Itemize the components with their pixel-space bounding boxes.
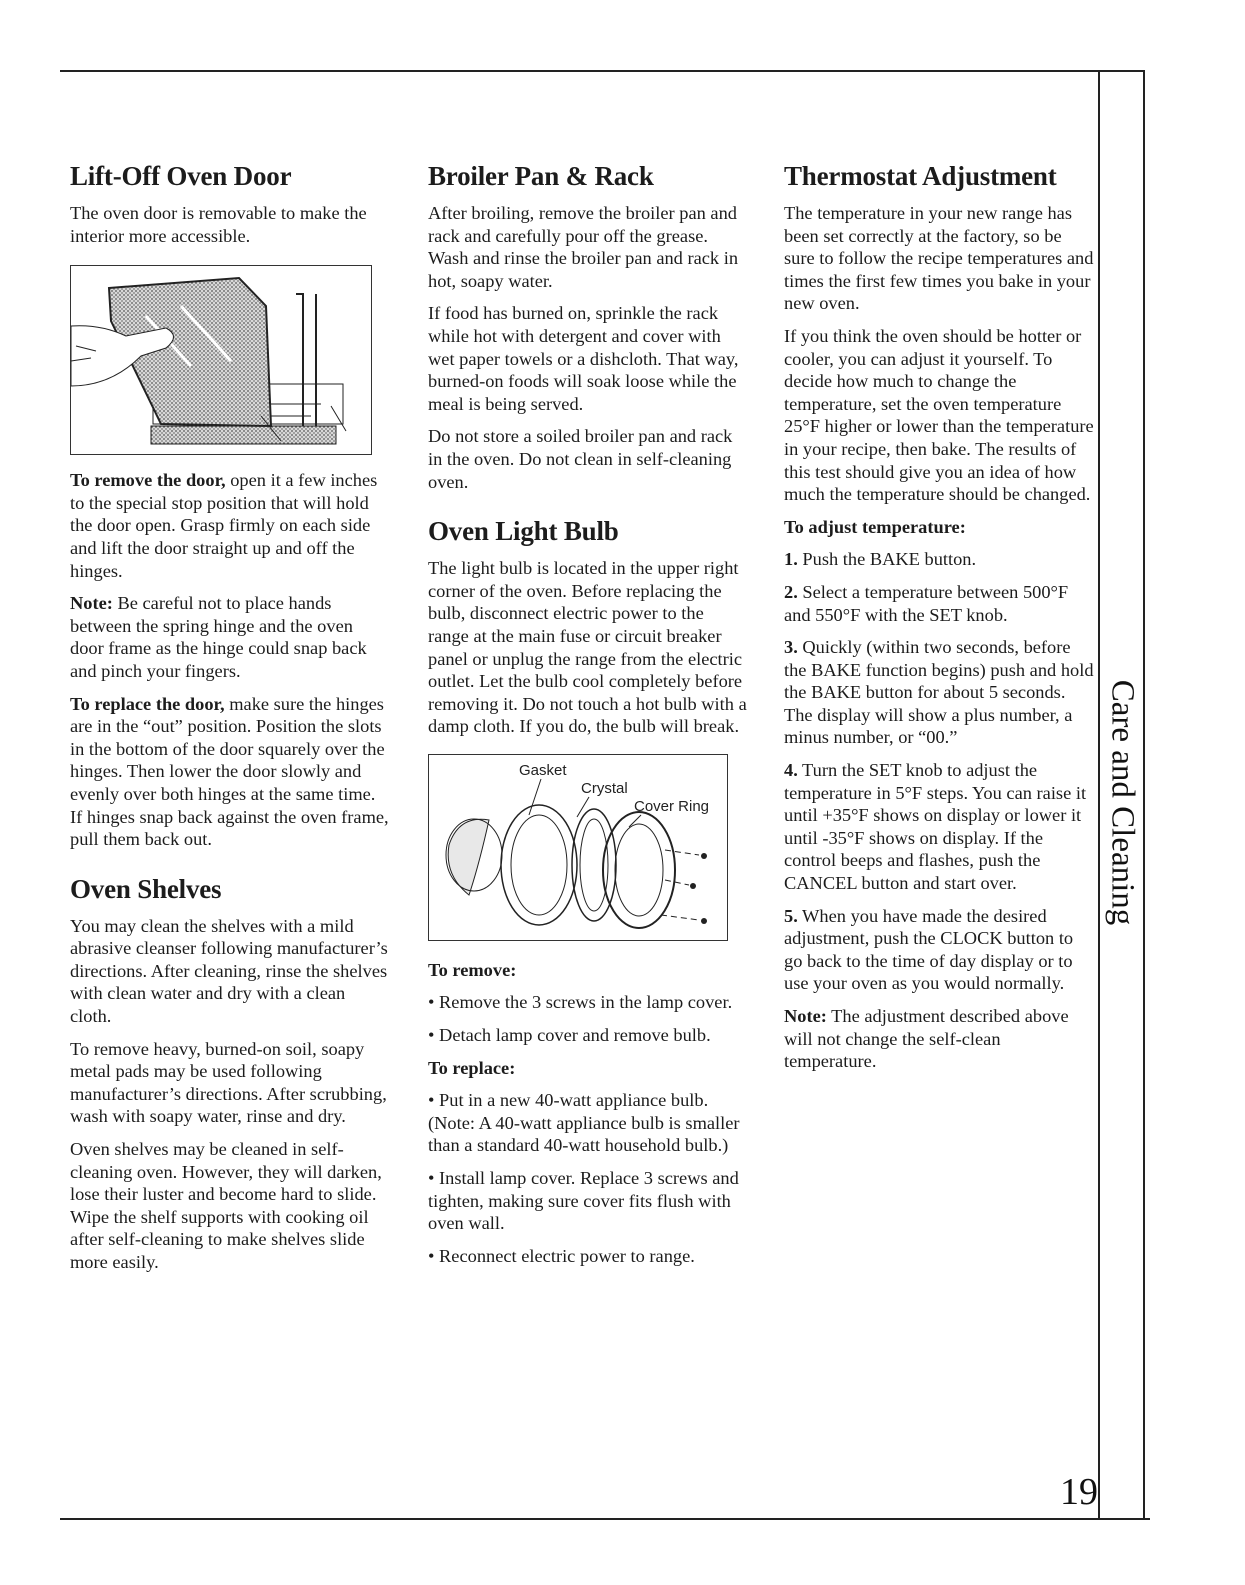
step-text: Quickly (within two seconds, before the BAKE function begins) push and hold the BAKE button for about 5 seconds. The display will show a plus number, a minus number, or “00.”	[784, 637, 1094, 748]
lamp-assembly-illustration	[428, 754, 728, 941]
adjust-temperature-heading: To adjust temperature:	[784, 516, 966, 537]
step-text: When you have made the desired adjustment, push the CLOCK button to go back to the time of day display or to use your oven as you would normally.	[784, 905, 1074, 994]
oven-shelves-heading: Oven Shelves	[70, 873, 222, 904]
thermostat-note-lead: Note:	[784, 1006, 827, 1026]
light-bulb-paragraph: The light bulb is located in the upper right corner of the oven. Before replacing the bulb, disconnect electric power to the range at the main fuse or circuit breaker panel or unplug the range from the electric outlet. Let the bulb cool completely before removing it. Do not touch a hot bulb with a damp cloth. If you do, the bulb will break.	[428, 558, 747, 737]
top-rule	[60, 70, 1145, 72]
thermostat-heading: Thermostat Adjustment	[784, 161, 1057, 191]
thermostat-note	[784, 1005, 1094, 1073]
light-bulb-heading: Oven Light Bulb	[428, 516, 619, 547]
thermostat-paragraph-2: If you think the oven should be hotter or cooler, you can adjust it yourself. To decide how much to change the temperature, set the oven temperature 25°F higher or lower than the temperature in your recipe, then bake. The results of this test should give you an idea of how much the temperature should be changed.	[784, 325, 1094, 505]
door-note-lead: Note:	[70, 593, 113, 614]
adjust-step-2	[784, 581, 1094, 626]
replace-step-1: • Put in a new 40-watt appliance bulb. (Note: A 40-watt appliance bulb is smaller than a standard 40-watt household bulb.)	[428, 1090, 740, 1156]
column-left	[70, 160, 390, 1284]
broiler-paragraph-2: If food has burned on, sprinkle the rack while hot with detergent and cover with wet paper towels or a dishcloth. That way, burned-on foods will soak loose while the meal is being served.	[428, 303, 739, 414]
broiler-heading: Broiler Pan & Rack	[428, 161, 654, 191]
lamp-assembly-drawing	[429, 755, 727, 940]
step-text: Select a temperature between 500°F and 550°F with the SET knob.	[784, 581, 1069, 625]
remove-door-lead: To remove the door,	[70, 470, 226, 491]
step-number: 3.	[784, 637, 798, 658]
shelves-paragraph-1: You may clean the shelves with a mild abrasive cleanser following manufacturer’s directions. After cleaning, rinse the shelves with clean water and dry with a clean cloth.	[70, 915, 388, 1027]
shelves-paragraph-2: To remove heavy, burned-on soil, soapy metal pads may be used following manufacturer’s directions. After scrubbing, wash with soapy water, rinse and dry.	[70, 1038, 387, 1127]
cover-ring-label: Cover Ring	[634, 797, 710, 815]
replace-door-text: make sure the hinges are in the “out” position. Position the slots in the bottom of the door squarely over the hinges. Then lower the door slowly and evenly over both hinges at the same time. If hinges snap back against the oven frame, pull them back out.	[70, 693, 389, 850]
replace-step-2: • Install lamp cover. Replace 3 screws and tighten, making sure cover fits flush with oven wall.	[428, 1168, 739, 1234]
remove-step-1: • Remove the 3 screws in the lamp cover.	[428, 992, 733, 1013]
column-right	[784, 160, 1094, 1083]
lift-off-intro: The oven door is removable to make the interior more accessible.	[70, 203, 367, 246]
to-replace-heading: To replace:	[428, 1057, 516, 1078]
step-number: 5.	[784, 905, 798, 926]
broiler-paragraph-3: Do not store a soiled broiler pan and rack in the oven. Do not clean in self-cleaning oven.	[428, 426, 733, 492]
step-text: Push the BAKE button.	[797, 549, 977, 570]
remove-door-instructions	[70, 469, 390, 582]
step-text: Turn the SET knob to adjust the temperature in 5°F steps. You can raise it until +35°F shows on display or lower it until -35°F shows on display. If the control beeps and flashes, push the CANCEL button and start over.	[784, 760, 1087, 894]
remove-step-2: • Detach lamp cover and remove bulb.	[428, 1025, 711, 1046]
remove-door-text: open it a few inches to the special stop position that will hold the door open. Grasp firmly on each side and lift the door straight up and off the hinges.	[70, 470, 378, 581]
replace-step-3: • Reconnect electric power to range.	[428, 1245, 695, 1266]
adjust-step-5	[784, 905, 1094, 995]
bottom-rule	[60, 1518, 1150, 1520]
column-middle	[428, 160, 748, 1277]
step-number: 4.	[784, 760, 798, 781]
side-tab-border-right	[1143, 70, 1145, 1520]
door-note-text: Be careful not to place hands between the spring hinge and the oven door frame as the hinge could snap back and pinch your fingers.	[70, 593, 367, 681]
door-note	[70, 592, 390, 682]
step-number: 2.	[784, 581, 798, 602]
adjust-step-3	[784, 636, 1094, 749]
gasket-label: Gasket	[519, 761, 567, 779]
replace-door-lead: To replace the door,	[70, 693, 225, 714]
shelves-paragraph-3: Oven shelves may be cleaned in self-cleaning oven. However, they will darken, lose their luster and become hard to slide. Wipe the shelf supports with cooking oil after self-cleaning to make shelves slide more easily.	[70, 1139, 382, 1272]
replace-door-instructions	[70, 693, 390, 851]
adjust-step-4	[784, 759, 1094, 895]
lift-off-door-heading: Lift-Off Oven Door	[70, 161, 292, 191]
page-number: 19	[1060, 1471, 1098, 1513]
crystal-label: Crystal	[581, 779, 628, 797]
adjust-step-1	[784, 548, 1094, 571]
to-remove-heading: To remove:	[428, 959, 517, 980]
oven-door-illustration	[70, 265, 372, 455]
oven-door-drawing	[71, 266, 371, 454]
section-tab-label: Care and Cleaning	[1104, 679, 1140, 925]
thermostat-paragraph-1: The temperature in your new range has been set correctly at the factory, so be sure to follow the recipe temperatures and times the first few times you bake in your new oven.	[784, 203, 1094, 314]
thermostat-note-text: The adjustment described above will not change the self-clean temperature.	[784, 1006, 1069, 1072]
step-number: 1.	[784, 549, 798, 570]
broiler-paragraph-1: After broiling, remove the broiler pan and rack and carefully pour off the grease. Wash and rinse the broiler pan and rack in hot, soapy water.	[428, 203, 739, 291]
section-tab	[1100, 652, 1143, 952]
